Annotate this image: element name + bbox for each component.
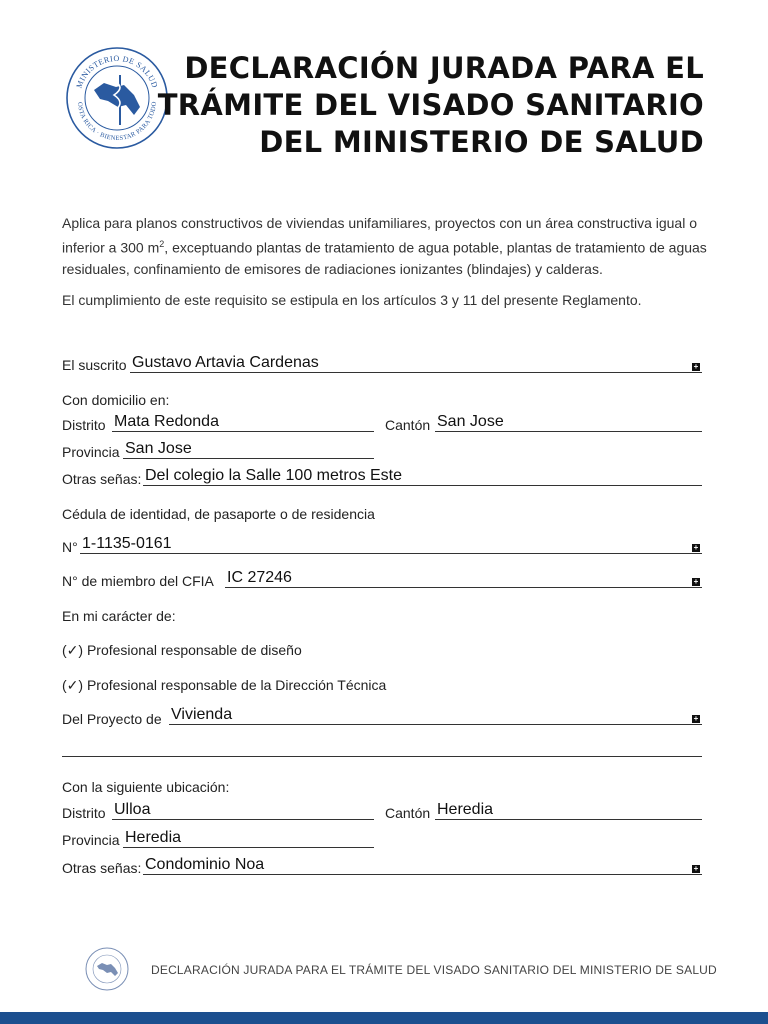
- ubicacion-provincia-value: Heredia: [125, 829, 182, 846]
- proyecto-field[interactable]: [169, 705, 702, 725]
- ubicacion-provincia-field[interactable]: [123, 828, 374, 848]
- suscrito-value: Gustavo Artavia Cardenas: [132, 354, 319, 371]
- suscrito-field[interactable]: [130, 353, 702, 373]
- suscrito-label: El suscrito: [62, 357, 127, 373]
- option-diseno[interactable]: (✓) Profesional responsable de diseño: [62, 642, 302, 658]
- otras-senas-field[interactable]: [143, 466, 702, 486]
- ministerio-salud-logo: [64, 45, 170, 151]
- svg-text:MINISTERIO DE SALUD: MINISTERIO DE SALUD: [74, 53, 160, 90]
- option-direccion-tecnica[interactable]: (✓) Profesional responsable de la Dirección Técnica: [62, 677, 387, 693]
- plus-icon[interactable]: +: [693, 362, 699, 371]
- title-line: DEL MINISTERIO DE SALUD: [259, 125, 704, 159]
- plus-icon[interactable]: +: [693, 864, 699, 873]
- plus-icon[interactable]: +: [693, 577, 699, 586]
- distrito-label: Distrito: [62, 417, 106, 433]
- footer-bar: [0, 1012, 768, 1024]
- caracter-label: En mi carácter de:: [62, 608, 176, 624]
- ubicacion-canton-label: Cantón: [385, 805, 431, 821]
- provincia-field[interactable]: [123, 439, 374, 459]
- ubicacion-distrito-label: Distrito: [62, 805, 106, 821]
- provincia-value: San Jose: [125, 440, 192, 457]
- proyecto-extra-line[interactable]: [62, 756, 702, 757]
- provincia-label: Provincia: [62, 444, 120, 460]
- ubicacion-canton-value: Heredia: [437, 801, 494, 818]
- ubicacion-label: Con la siguiente ubicación:: [62, 779, 230, 795]
- svg-text:COSTA RICA · BIENESTAR PARA TO: OSTA RICA · BIENESTAR PARA TODO: [75, 101, 159, 143]
- plus-icon[interactable]: +: [693, 714, 699, 723]
- distrito-value: Mata Redonda: [114, 413, 219, 430]
- ubicacion-distrito-field[interactable]: [112, 800, 374, 820]
- numero-label: N°: [62, 539, 78, 555]
- domicilio-label: Con domicilio en:: [62, 392, 170, 408]
- ubicacion-canton-field[interactable]: [435, 800, 702, 820]
- distrito-field[interactable]: [112, 412, 374, 432]
- cfia-value: IC 27246: [227, 569, 292, 586]
- plus-icon[interactable]: +: [693, 543, 699, 552]
- ubicacion-otras-senas-field[interactable]: [143, 855, 702, 875]
- proyecto-value: Vivienda: [171, 706, 233, 723]
- footer-text: DECLARACIÓN JURADA PARA EL TRÁMITE DEL VISADO SANITARIO DEL MINISTERIO DE SALUD: [151, 963, 717, 977]
- ubicacion-provincia-label: Provincia: [62, 832, 120, 848]
- canton-value: San Jose: [437, 413, 504, 430]
- cfia-field[interactable]: [225, 568, 702, 588]
- cedula-label: Cédula de identidad, de pasaporte o de residencia: [62, 506, 375, 522]
- canton-label: Cantón: [385, 417, 431, 433]
- ubicacion-otras-senas-value: Condominio Noa: [145, 856, 265, 873]
- cfia-label: N° de miembro del CFIA: [62, 573, 214, 589]
- title-line: DECLARACIÓN JURADA PARA EL: [184, 51, 704, 85]
- document-title: [158, 50, 704, 161]
- numero-value: 1-1135-0161: [82, 535, 172, 552]
- requirement-paragraph: El cumplimiento de este requisito se estipula en los artículos 3 y 11 del presente Reglamento.: [62, 292, 642, 308]
- ubicacion-distrito-value: Ulloa: [114, 801, 151, 818]
- title-line: TRÁMITE DEL VISADO SANITARIO: [157, 88, 704, 122]
- canton-field[interactable]: [435, 412, 702, 432]
- otras-senas-value: Del colegio la Salle 100 metros Este: [145, 467, 403, 484]
- proyecto-label: Del Proyecto de: [62, 711, 162, 727]
- otras-senas-label: Otras señas:: [62, 471, 142, 487]
- footer-logo: [84, 946, 130, 992]
- ubicacion-otras-senas-label: Otras señas:: [62, 860, 142, 876]
- intro-paragraph: Aplica para planos constructivos de viviendas unifamiliares, proyectos con un área constructiva igual o inferior a 300 $m^2$, exceptuando plantas de tratamiento de agua potable, plantas de tratamiento de aguas residuales, confinamiento de emisores de radiaciones ionizantes (blindajes) y calderas.: [62, 215, 707, 277]
- numero-field[interactable]: [80, 534, 702, 554]
